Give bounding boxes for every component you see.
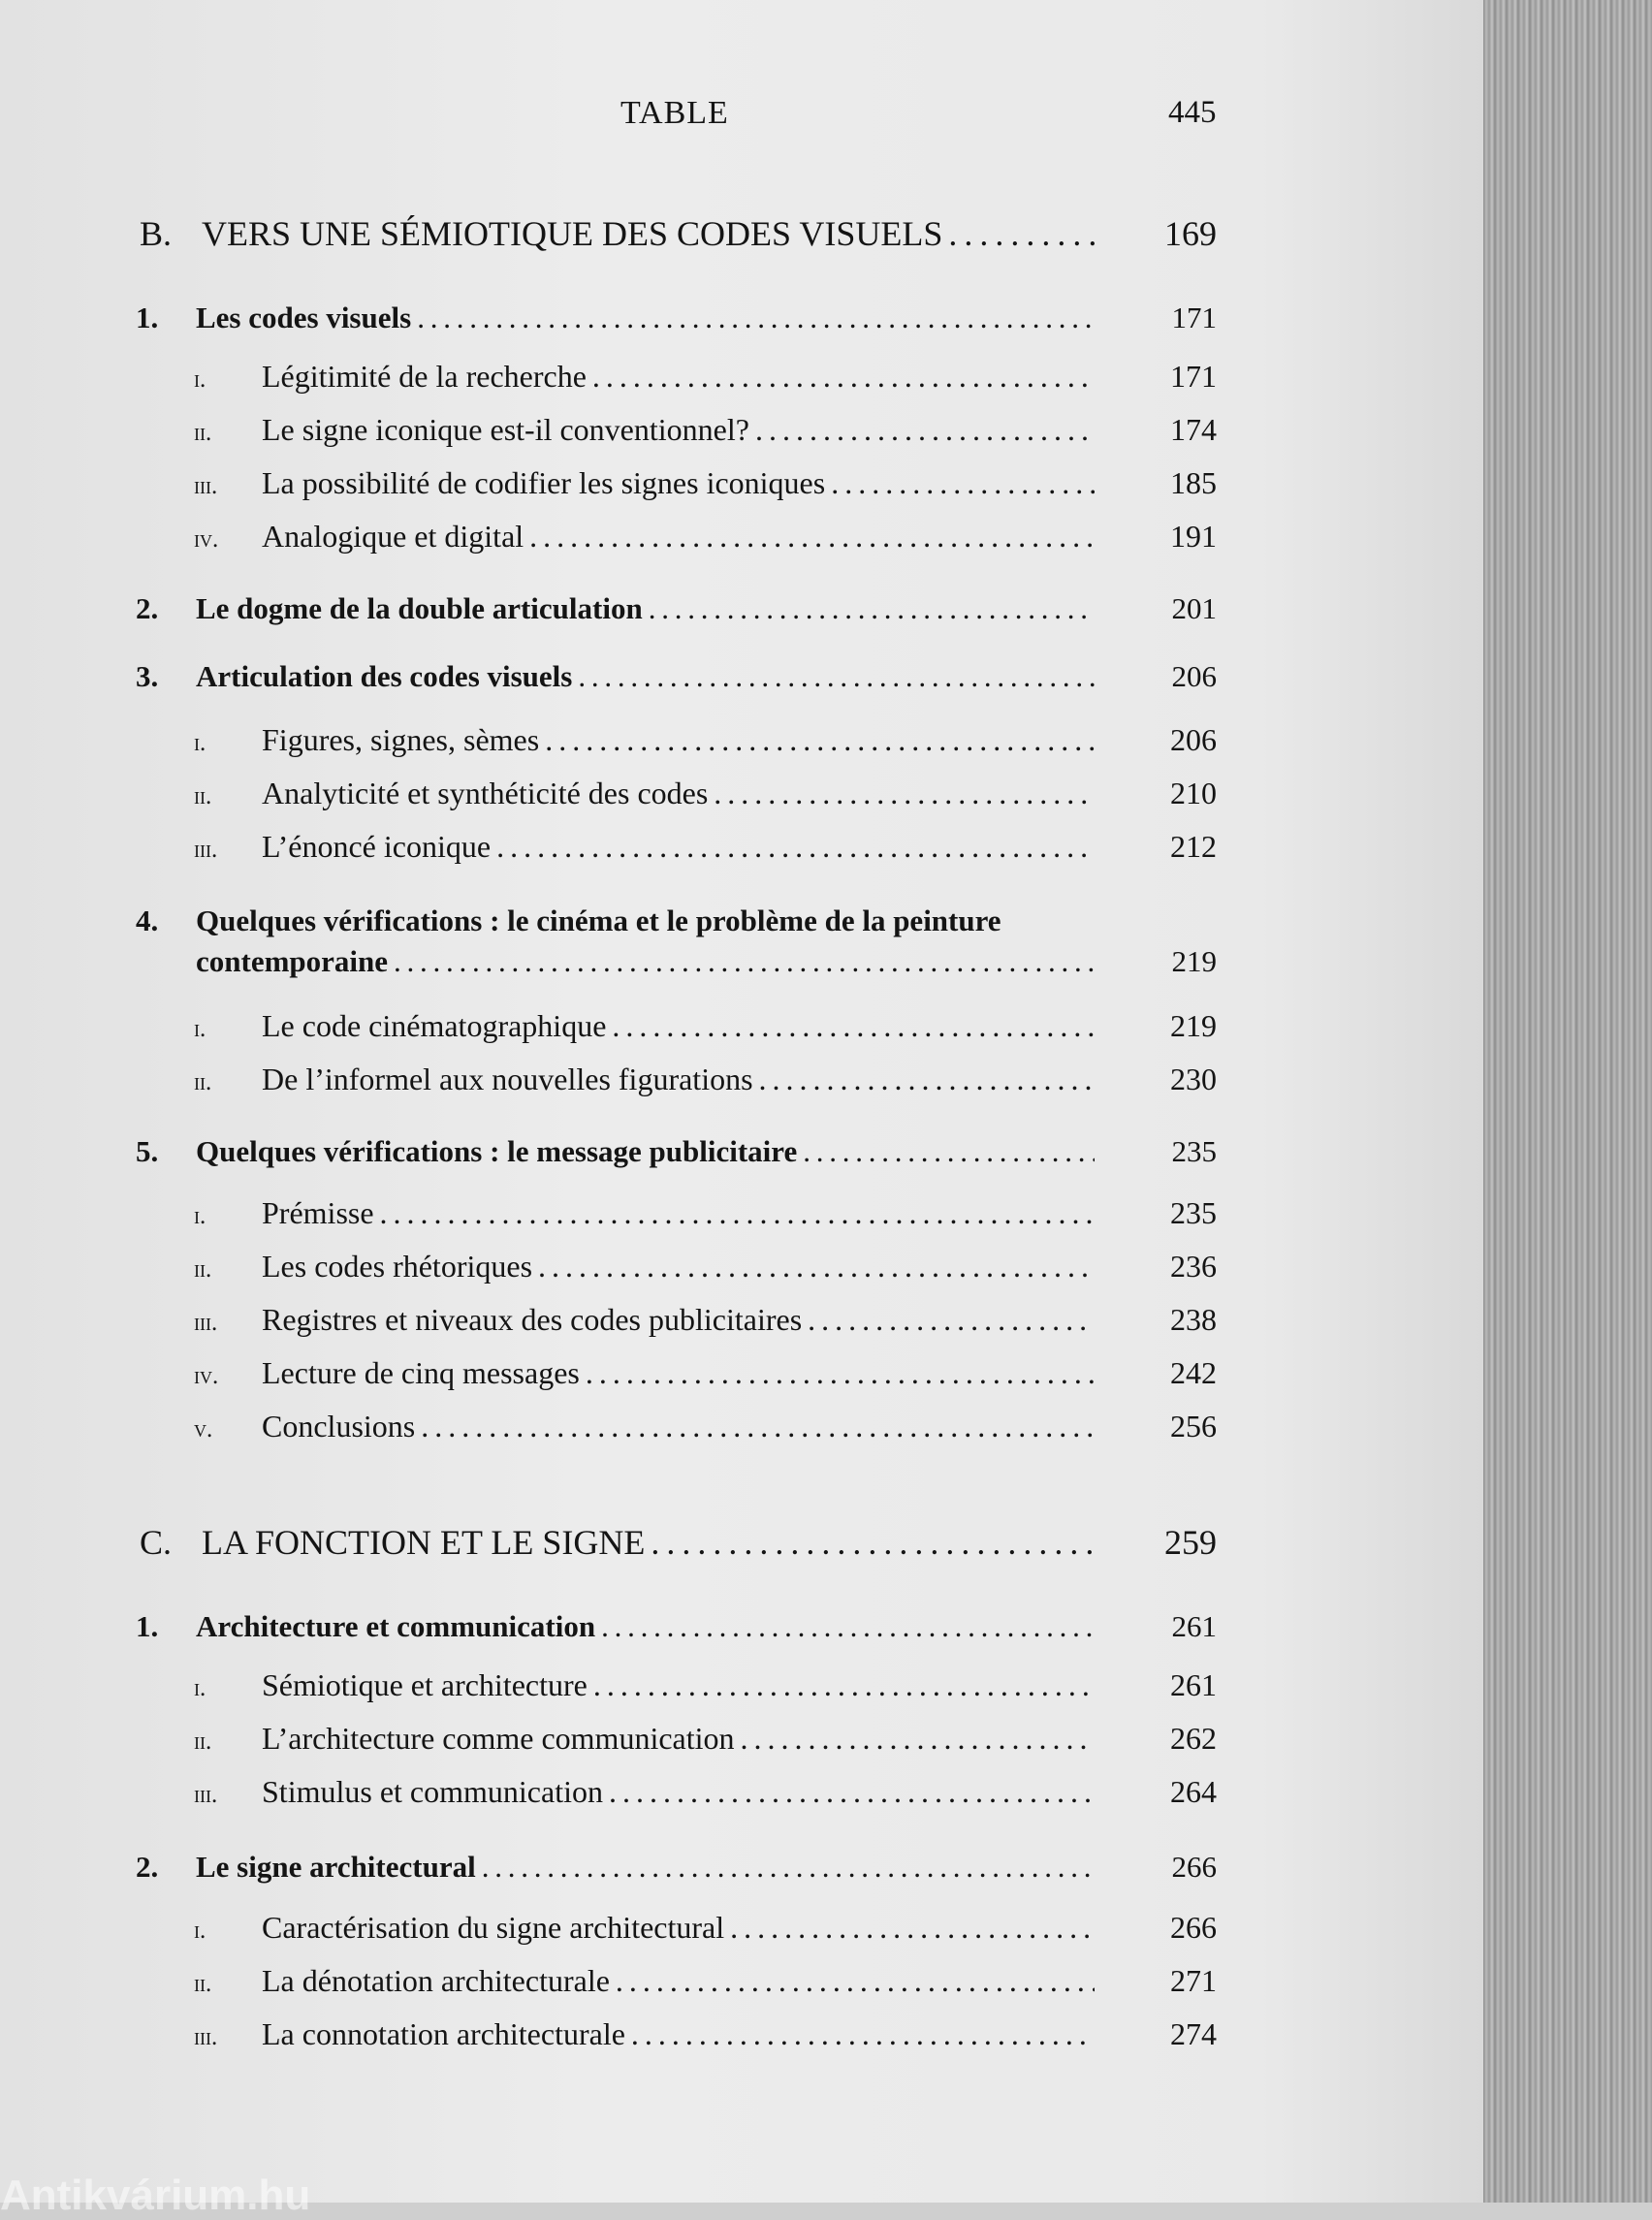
- toc-entry-title: Le signe architectural: [196, 1850, 476, 1884]
- toc-entry-page: 236: [1170, 1249, 1217, 1284]
- toc-leader-dots: [651, 1522, 1095, 1563]
- toc-entry-title: Les codes visuels: [196, 301, 412, 334]
- toc-entry-title: Lecture de cinq messages: [262, 1355, 580, 1390]
- toc-entry-number: 2.: [136, 591, 159, 625]
- toc-entry-page: 191: [1170, 519, 1217, 554]
- toc-entry-title: Caractérisation du signe architectural: [262, 1910, 725, 1945]
- toc-leader-dots: [601, 1609, 1095, 1644]
- toc-entry-title: Le signe iconique est-il conventionnel?: [262, 412, 749, 447]
- toc-entry-page: 266: [1170, 1910, 1217, 1945]
- toc-leader-dots: [545, 722, 1095, 758]
- toc-entry-page: 206: [1171, 659, 1217, 693]
- toc-entry-chap[interactable]: [0, 301, 1217, 335]
- toc-entry-sec[interactable]: [0, 1963, 1217, 1999]
- toc-entry-title: Figures, signes, sèmes: [262, 722, 540, 757]
- toc-entry-title: Stimulus et communication: [262, 1774, 603, 1809]
- toc-entry-page: 206: [1170, 722, 1217, 757]
- toc-entry-number: i.: [194, 1016, 206, 1042]
- toc-leader-dots: [649, 591, 1095, 626]
- toc-entry-title: Analyticité et synthéticité des codes: [262, 776, 709, 810]
- toc-entry-page: 210: [1170, 776, 1217, 810]
- toc-entry-page: 212: [1170, 829, 1217, 864]
- toc-leader-dots: [831, 465, 1095, 501]
- toc-entry-sec[interactable]: [0, 1062, 1217, 1097]
- toc-leader-dots: [538, 1249, 1095, 1284]
- toc-leader-dots: [593, 1667, 1095, 1703]
- toc-entry-number: iii.: [194, 2024, 218, 2050]
- toc-entry-number: ii.: [194, 1256, 212, 1283]
- toc-entry-number: iii.: [194, 1310, 218, 1336]
- toc-entry-part[interactable]: [0, 1522, 1217, 1563]
- toc-entry-sec[interactable]: [0, 1302, 1217, 1338]
- toc-entry-number: 5.: [136, 1134, 159, 1168]
- toc-entry-number: ii.: [194, 1971, 212, 1997]
- running-header-title: TABLE: [620, 95, 729, 131]
- toc-entry-chap[interactable]: [0, 1134, 1217, 1169]
- toc-entry-number: ii.: [194, 420, 212, 446]
- toc-entry-page: 201: [1171, 591, 1217, 625]
- toc-entry-page: 219: [1171, 944, 1217, 978]
- toc-entry-title: La possibilité de codifier les signes iconiques: [262, 465, 826, 500]
- toc-entry-title: VERS UNE SÉMIOTIQUE DES CODES VISUELS: [202, 214, 943, 253]
- toc-entry-page: 219: [1170, 1008, 1217, 1043]
- toc-entry-number: ii.: [194, 1069, 212, 1095]
- toc-entry-sec[interactable]: [0, 1249, 1217, 1284]
- toc-entry-sec[interactable]: [0, 829, 1217, 865]
- toc-entry-chap[interactable]: [0, 591, 1217, 626]
- toc-entry-chap[interactable]: [0, 904, 1217, 938]
- toc-entry-title: L’architecture comme communication: [262, 1721, 735, 1756]
- toc-entry-number: iv.: [194, 526, 219, 553]
- toc-entry-page: 262: [1170, 1721, 1217, 1756]
- toc-entry-page: 274: [1170, 2016, 1217, 2051]
- toc-entry-page: 261: [1170, 1667, 1217, 1702]
- toc-entry-page: 185: [1170, 465, 1217, 500]
- toc-entry-sec[interactable]: [0, 1409, 1217, 1444]
- toc-entry-sec[interactable]: [0, 1008, 1217, 1044]
- toc-entry-number: iii.: [194, 1782, 218, 1808]
- toc-entry-page: 256: [1170, 1409, 1217, 1443]
- toc-leader-dots: [417, 301, 1095, 335]
- toc-leader-dots: [803, 1134, 1095, 1169]
- toc-leader-dots: [592, 359, 1095, 395]
- toc-leader-dots: [631, 2016, 1095, 2052]
- toc-entry-sec[interactable]: [0, 519, 1217, 555]
- toc-entry-number: 1.: [136, 301, 159, 334]
- toc-entry-sec[interactable]: [0, 2016, 1217, 2052]
- toc-leader-dots: [616, 1963, 1095, 1999]
- toc-entry-page: 230: [1170, 1062, 1217, 1096]
- toc-entry-title: Articulation des codes visuels: [196, 659, 573, 693]
- toc-entry-number: 2.: [136, 1850, 159, 1884]
- toc-entry-title: Les codes rhétoriques: [262, 1249, 533, 1284]
- toc-entry-page: 261: [1171, 1609, 1217, 1643]
- toc-entry-sec[interactable]: [0, 1774, 1217, 1810]
- toc-leader-dots: [714, 776, 1095, 811]
- toc-entry-sec[interactable]: [0, 776, 1217, 811]
- toc-leader-dots: [380, 1195, 1095, 1231]
- toc-entry-page: 271: [1170, 1963, 1217, 1998]
- toc-leader-dots: [586, 1355, 1095, 1391]
- toc-entry-part[interactable]: [0, 213, 1217, 254]
- toc-entry-number: B.: [140, 214, 173, 253]
- toc-entry-page: 235: [1170, 1195, 1217, 1230]
- toc-entry-number: v.: [194, 1416, 213, 1443]
- toc-entry-number: i.: [194, 1675, 206, 1701]
- toc-entry-sec[interactable]: [0, 1667, 1217, 1703]
- toc-entry-sec[interactable]: [0, 722, 1217, 758]
- toc-entry-continuation[interactable]: [0, 944, 1217, 979]
- toc-entry-sec[interactable]: [0, 1355, 1217, 1391]
- toc-entry-title: Registres et niveaux des codes publicitaires: [262, 1302, 803, 1337]
- toc-entry-title: Le dogme de la double articulation: [196, 591, 643, 625]
- toc-entry-number: 4.: [136, 904, 159, 937]
- toc-entry-number: 3.: [136, 659, 159, 693]
- toc-entry-page: 235: [1171, 1134, 1217, 1168]
- toc-entry-title: Le code cinématographique: [262, 1008, 607, 1043]
- toc-leader-dots: [755, 412, 1095, 448]
- toc-leader-dots: [612, 1008, 1095, 1044]
- toc-entry-title: Quelques vérifications : le message publicitaire: [196, 1134, 798, 1168]
- toc-entry-page: 259: [1164, 1523, 1217, 1562]
- toc-leader-dots: [759, 1062, 1095, 1097]
- toc-entry-title: De l’informel aux nouvelles figurations: [262, 1062, 753, 1096]
- toc-entry-page: 264: [1170, 1774, 1217, 1809]
- toc-entry-title: LA FONCTION ET LE SIGNE: [202, 1523, 646, 1562]
- toc-entry-sec[interactable]: [0, 465, 1217, 501]
- toc-entry-title: Légitimité de la recherche: [262, 359, 587, 394]
- running-header-page-number: 445: [1168, 95, 1217, 130]
- toc-leader-dots: [421, 1409, 1095, 1444]
- toc-entry-number: iv.: [194, 1363, 219, 1389]
- toc-entry-page: 169: [1164, 214, 1217, 253]
- toc-leader-dots: [496, 829, 1095, 865]
- toc-leader-dots: [730, 1910, 1095, 1946]
- toc-entry-page: 242: [1170, 1355, 1217, 1390]
- toc-entry-number: i.: [194, 730, 206, 756]
- toc-entry-chap[interactable]: [0, 659, 1217, 694]
- toc-entry-title: Conclusions: [262, 1409, 416, 1443]
- toc-entry-title: Quelques vérifications : le cinéma et le problème de la peinture: [196, 904, 1001, 937]
- toc-entry-title: La dénotation architecturale: [262, 1963, 610, 1998]
- toc-entry-number: C.: [140, 1523, 173, 1562]
- toc-entry-title: Analogique et digital: [262, 519, 524, 554]
- toc-entry-sec[interactable]: [0, 1195, 1217, 1231]
- watermark-text: Antikvárium.hu: [0, 2172, 311, 2219]
- toc-entry-title-continued: contemporaine: [196, 944, 389, 978]
- toc-leader-dots: [394, 944, 1095, 979]
- toc-entry-page: 174: [1170, 412, 1217, 447]
- toc-entry-page: 238: [1170, 1302, 1217, 1337]
- toc-entry-title: Architecture et communication: [196, 1609, 596, 1643]
- toc-entry-number: ii.: [194, 783, 212, 809]
- toc-entry-sec[interactable]: [0, 1910, 1217, 1946]
- toc-entry-chap[interactable]: [0, 1850, 1217, 1885]
- toc-entry-page: 266: [1171, 1850, 1217, 1884]
- toc-entry-number: i.: [194, 1203, 206, 1229]
- toc-entry-number: iii.: [194, 473, 218, 499]
- page-edge-stack: [1483, 0, 1652, 2203]
- toc-entry-title: Sémiotique et architecture: [262, 1667, 588, 1702]
- toc-entry-page: 171: [1170, 359, 1217, 394]
- toc-entry-number: iii.: [194, 837, 218, 863]
- toc-leader-dots: [808, 1302, 1095, 1338]
- toc-leader-dots: [482, 1850, 1095, 1885]
- toc-entry-sec[interactable]: [0, 1721, 1217, 1757]
- toc-leader-dots: [948, 213, 1095, 254]
- toc-entry-number: ii.: [194, 1728, 212, 1755]
- toc-entry-title: La connotation architecturale: [262, 2016, 625, 2051]
- toc-entry-number: 1.: [136, 1609, 159, 1643]
- toc-entry-title: L’énoncé iconique: [262, 829, 492, 864]
- toc-entry-title: Prémisse: [262, 1195, 374, 1230]
- toc-entry-sec[interactable]: [0, 359, 1217, 395]
- toc-entry-number: i.: [194, 366, 206, 393]
- toc-entry-chap[interactable]: [0, 1609, 1217, 1644]
- toc-leader-dots: [609, 1774, 1095, 1810]
- toc-entry-sec[interactable]: [0, 412, 1217, 448]
- toc-leader-dots: [741, 1721, 1095, 1757]
- toc-entry-page: 171: [1171, 301, 1217, 334]
- toc-leader-dots: [578, 659, 1095, 694]
- toc-entry-number: i.: [194, 1918, 206, 1944]
- toc-leader-dots: [529, 519, 1095, 555]
